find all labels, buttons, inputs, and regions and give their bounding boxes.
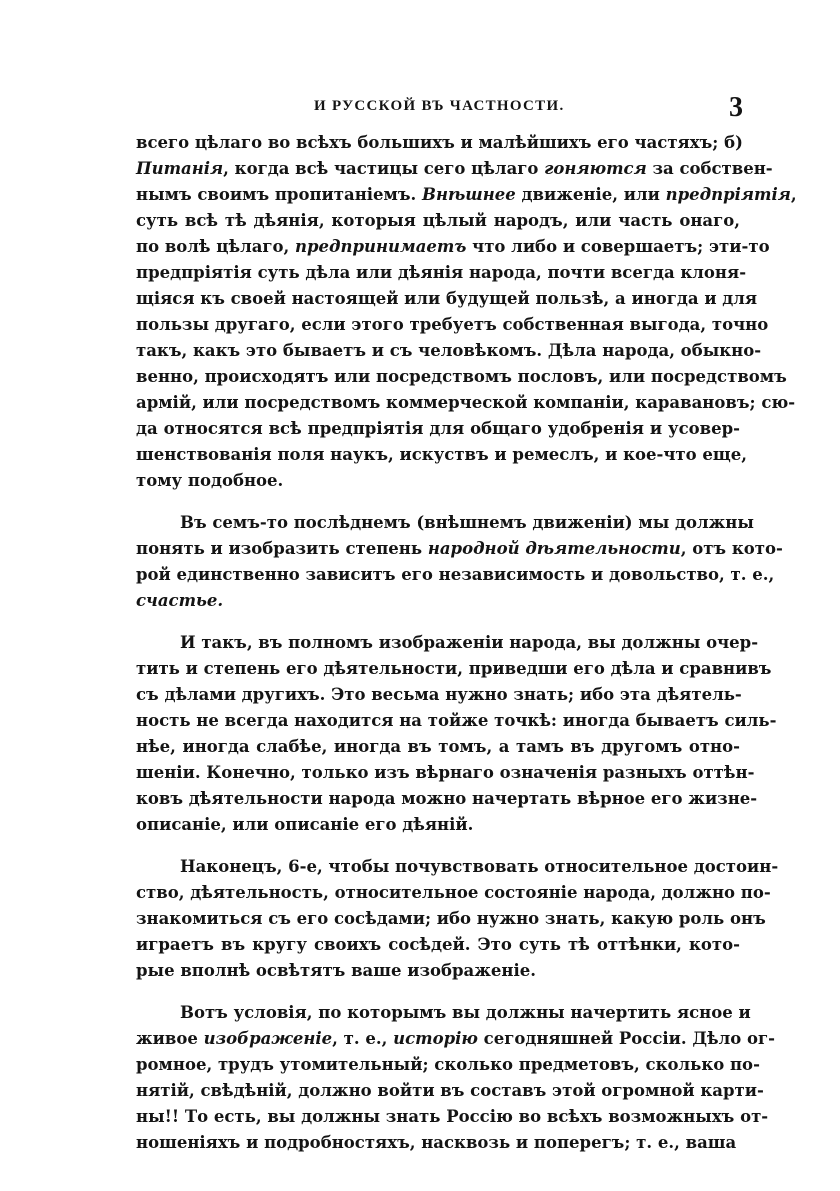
text-line: [136, 442, 747, 468]
text-segment: шеніи. Конечно, только изъ вѣрнаго означенія разныхъ оттѣн-: [136, 763, 755, 782]
text-segment: знакомиться съ его сосѣдами; ибо нужно знать, какую роль онъ: [136, 909, 766, 928]
text-segment: ковъ дѣятельности народа можно начертать вѣрное его жизне-: [136, 789, 758, 808]
text-line: [136, 1078, 764, 1104]
text-segment: за собствен-: [646, 159, 773, 178]
paragraph: [136, 130, 797, 494]
text-segment: ность не всегда находится на тойже точкѣ: иногда бываетъ силь-: [136, 711, 777, 730]
text-line: [136, 1052, 760, 1078]
text-line: [136, 656, 772, 682]
text-line: [136, 880, 771, 906]
text-line: [136, 234, 770, 260]
text-segment: предпріятія суть дѣла или дѣянія народа, почти всегда клоня-: [136, 263, 747, 282]
text-line: [136, 260, 747, 286]
paragraph: [136, 854, 779, 984]
text-segment: съ дѣлами другихъ. Это весьма нужно знать; ибо эта дѣятель-: [136, 685, 742, 704]
text-segment: , отъ кото-: [680, 539, 783, 558]
text-line: [136, 562, 775, 588]
text-line: [136, 932, 740, 958]
text-line: [136, 708, 777, 734]
text-segment: Въ семъ-то послѣднемъ (внѣшнемъ движеніи) мы должны: [180, 513, 754, 532]
text-line: [136, 286, 758, 312]
text-segment: играетъ въ кругу своихъ сосѣдей. Это суть тѣ оттѣнки, кото-: [136, 935, 740, 954]
text-line: [136, 416, 740, 442]
paragraph-gap: [136, 984, 740, 1000]
page-number: 3: [729, 92, 743, 123]
text-line: [136, 1104, 769, 1130]
text-segment: рой единственно зависитъ его независимость и довольство, т. е.,: [136, 565, 775, 584]
italic-text: Питанія: [136, 159, 224, 178]
text-segment: Вотъ условія, по которымъ вы должны начертить ясное и: [180, 1003, 751, 1022]
text-segment: понять и изобразить степень: [136, 539, 428, 558]
text-line: [136, 906, 766, 932]
paragraph: [136, 630, 777, 838]
text-line: [136, 1000, 751, 1026]
text-line: [136, 536, 783, 562]
paragraph: [136, 510, 783, 614]
paragraph-gap: [136, 494, 740, 510]
text-line: [136, 468, 740, 494]
text-line: [136, 510, 754, 536]
text-line: [136, 682, 740, 708]
text-segment: нымъ своимъ пропитаніемъ.: [136, 185, 423, 204]
italic-text: изображеніе: [203, 1029, 333, 1048]
text-line: [136, 812, 740, 838]
text-line: [136, 1130, 740, 1156]
italic-text: Внѣшнее: [422, 185, 516, 204]
text-segment: суть всѣ тѣ дѣянія, которыя цѣлый народъ, или часть онаго,: [136, 211, 740, 230]
text-segment: ство, дѣятельность, относительное состояніе народа, должно по-: [136, 883, 771, 902]
text-segment: ромное, трудъ утомительный; сколько предметовъ, сколько по-: [136, 1055, 760, 1074]
paragraph: [136, 1000, 776, 1156]
text-segment: И такъ, въ полномъ изображеніи народа, вы должны очер-: [180, 633, 759, 652]
text-line: [136, 182, 797, 208]
text-segment: что либо и совершаетъ; эти-то: [466, 237, 770, 256]
text-line: [136, 364, 787, 390]
paragraph-gap: [136, 838, 740, 854]
text-line: [136, 630, 759, 656]
text-segment: живое: [136, 1029, 204, 1048]
paragraph-gap: [136, 614, 740, 630]
text-segment: , когда всѣ частицы сего цѣлаго: [223, 159, 545, 178]
text-segment: нѣе, иногда слабѣе, иногда въ томъ, а тамъ въ другомъ отно-: [136, 737, 740, 756]
text-segment: армій, или посредствомъ коммерческой компаніи, каравановъ; сю-: [136, 393, 796, 412]
text-segment: шенствованія поля наукъ, искуствъ и ремеслъ, и кое-что еще,: [136, 445, 747, 464]
text-segment: ,: [790, 185, 797, 204]
italic-text: предпринимаетъ: [295, 237, 467, 256]
text-segment: , т. е.,: [332, 1029, 394, 1048]
body-text: [136, 130, 797, 1156]
italic-text: гоняются: [544, 159, 647, 178]
text-line: [136, 760, 755, 786]
running-title: И РУССКОЙ ВЪ ЧАСТНОСТИ.: [314, 98, 565, 114]
italic-text: народной дѣятельности: [427, 539, 681, 558]
text-segment: описаніе, или описаніе его дѣяній.: [136, 815, 474, 834]
text-segment: сегодняшней Россіи. Дѣло ог-: [477, 1029, 776, 1048]
text-segment: ны!! То есть, вы должны знать Россію во всѣхъ возможныхъ от-: [136, 1107, 769, 1126]
text-segment: Наконецъ, 6-е, чтобы почувствовать относительное достоин-: [180, 857, 779, 876]
text-segment: такъ, какъ это бываетъ и съ человѣкомъ. Дѣла народа, обыкно-: [136, 341, 762, 360]
italic-text: счастье.: [136, 591, 224, 610]
text-line: [136, 1026, 776, 1052]
text-segment: нятій, свѣдѣній, должно войти въ составъ этой огромной карти-: [136, 1081, 764, 1100]
text-line: [136, 156, 773, 182]
text-line: [136, 312, 769, 338]
text-segment: рые вполнѣ освѣтятъ ваше изображеніе.: [136, 961, 536, 980]
text-line: [136, 588, 740, 614]
text-segment: движеніе, или: [515, 185, 666, 204]
page-header: [0, 92, 840, 132]
italic-text: предпріятія: [665, 185, 791, 204]
text-line: [136, 130, 743, 156]
text-segment: щіяся къ своей настоящей или будущей пользѣ, а иногда и для: [136, 289, 758, 308]
text-line: [136, 390, 796, 416]
text-segment: венно, происходятъ или посредствомъ пословъ, или посредствомъ: [136, 367, 787, 386]
text-segment: по волѣ цѣлаго,: [136, 237, 295, 256]
text-line: [136, 786, 758, 812]
text-segment: да относятся всѣ предпріятія для общаго удобренія и усовер-: [136, 419, 740, 438]
text-line: [136, 854, 779, 880]
italic-text: исторію: [393, 1029, 478, 1048]
text-line: [136, 734, 740, 760]
text-segment: тому подобное.: [136, 471, 284, 490]
text-segment: пользы другаго, если этого требуетъ собственная выгода, точно: [136, 315, 769, 334]
text-segment: ношеніяхъ и подробностяхъ, насквозь и поперегъ; т. е., ваша: [136, 1133, 737, 1152]
text-line: [136, 958, 740, 984]
text-line: [136, 208, 740, 234]
text-line: [136, 338, 762, 364]
text-segment: всего цѣлаго во всѣхъ большихъ и малѣйшихъ его частяхъ; б): [136, 133, 743, 152]
text-segment: тить и степень его дѣятельности, приведши его дѣла и сравнивъ: [136, 659, 772, 678]
